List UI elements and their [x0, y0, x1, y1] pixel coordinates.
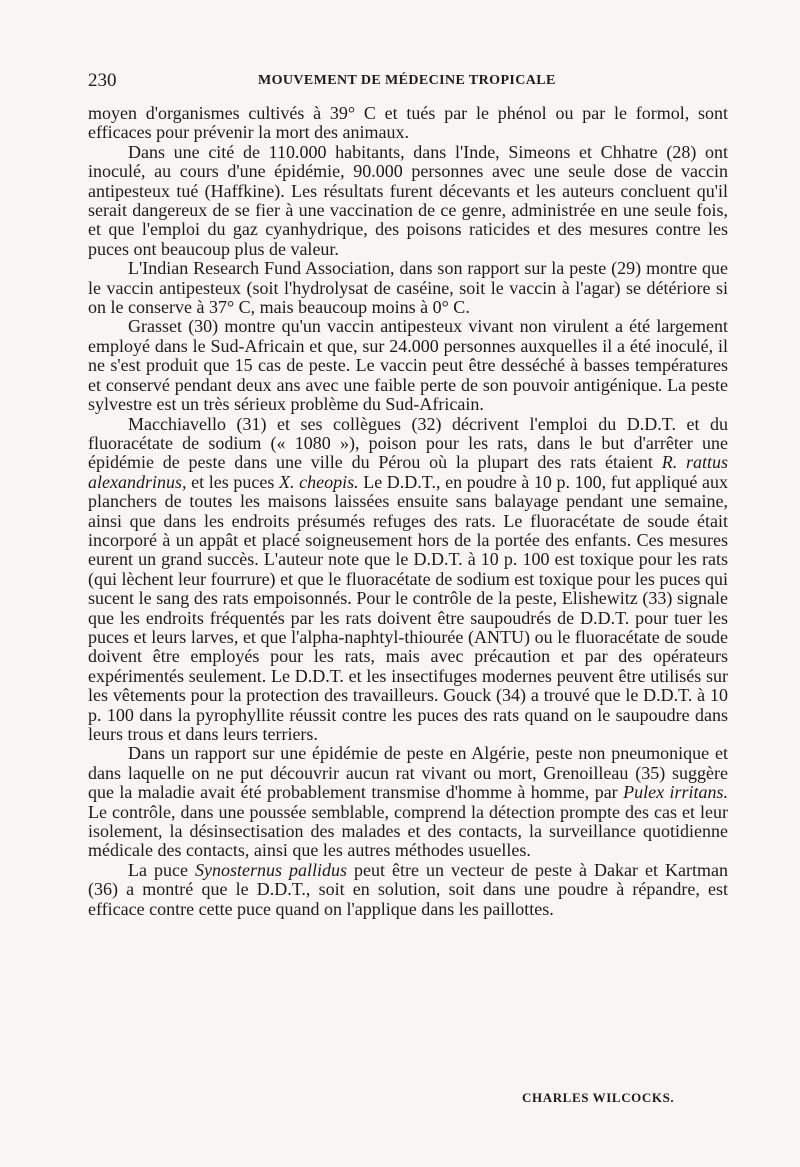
- species-name: Synosternus pallidus: [195, 859, 348, 880]
- paragraph-5: [88, 415, 728, 745]
- paragraph-text: Le D.D.T., en poudre à 10 p. 100, fut appliqué aux planchers de toutes les maisons laissées ensuite sans balayage pendant une semaine, ainsi que dans les endroits présumés refuges des rats. Le fluoracétate de soude était incorporé à un appât et placé soigneusement hors de la portée des enfants. Ces mesures eurent un grand succès. L'auteur note que le D.D.T. à 10 p. 100 est toxique pour les rats (qui lèchent leur fourrure) et que le fluoracétate de sodium est toxique pour les puces qui sucent le sang des rats empoisonnés. Pour le contrôle de la peste, Elishewitz (33) signale que les endroits fréquentés par les rats doivent être saupoudrés de D.D.T. pour tuer les puces et leurs larves, et que l'alpha-naphtyl-thiourée (ANTU) ou le fluoracétate de soude doivent être employés pour les rats, mais avec précaution et par des opérateurs expérimentés seulement. Le D.D.T. et les insectifuges modernes peuvent être utilisés sur les vêtements pour la protection des travailleurs. Gouck (34) a trouvé que le D.D.T. à 10 p. 100 dans la pyrophyllite réussit contre les puces des rats quand on le saupoudre dans leurs trous et dans leurs terriers.: [88, 471, 728, 744]
- paragraph-2: [88, 143, 728, 259]
- paragraph-text: peut être un vecteur de peste à Dakar et Kartman (36) a montré que le D.D.T., soit en solution, soit dans une poudre à répandre, est efficace contre cette puce quand on l'applique dans les paillottes.: [88, 859, 729, 919]
- page-header: [88, 70, 728, 96]
- paragraph-text: Le contrôle, dans une poussée semblable, comprend la détection prompte des cas et leur isolement, la désinsectisation des malades et des contacts, la surveillance quotidienne médicale des contacts, ainsi que les autres méthodes usuelles.: [88, 801, 728, 861]
- paragraph-text: et les puces: [186, 471, 279, 492]
- paragraph-text: Dans un rapport sur une épidémie de peste en Algérie, peste non pneumonique et dans laquelle on ne put découvrir aucun rat vivant ou mort, Grenoilleau (35) suggère que la maladie avait été probablement transmise d'homme à homme, par: [88, 743, 728, 803]
- author-signature: CHARLES WILCOCKS.: [522, 1090, 675, 1105]
- paragraph-text: Macchiavello (31) et ses collègues (32) décrivent l'emploi du D.D.T. et du fluoracétate de sodium (« 1080 »), poison pour les rats, dans le but d'arrêter une épidémie de peste dans une ville du Pérou où la plupart des rats étaient: [88, 413, 728, 473]
- paragraph-7: [88, 861, 728, 919]
- page-number: 230: [88, 70, 117, 91]
- species-name: R. rattus alexandrinus,: [88, 452, 729, 492]
- paragraph-4: [88, 317, 728, 414]
- paragraph-text: L'Indian Research Fund Association, dans son rapport sur la peste (29) montre que le vaccin antipesteux (soit l'hydrolysat de caséine, soit le vaccin à l'agar) se détériore si on le conserve à 37° C, mais beaucoup moins à 0° C.: [88, 258, 728, 318]
- paragraph-6: [88, 744, 728, 860]
- species-name: Pulex irritans.: [623, 782, 728, 803]
- paragraph-text: moyen d'organismes cultivés à 39° C et tués par le phénol ou par le formol, sont efficaces pour prévenir la mort des animaux.: [88, 103, 728, 143]
- paragraph-3: [88, 259, 728, 317]
- article-body: [88, 104, 728, 919]
- paragraph-text: Dans une cité de 110.000 habitants, dans l'Inde, Simeons et Chhatre (28) ont inoculé, au cours d'une épidémie, 90.000 personnes avec une seule dose de vaccin antipesteux tué (Haffkine). Les résultats furent décevants et les auteurs concluent qu'il serait dangereux de se fier à une vaccination de ce genre, administrée en une seule fois, et que l'emploi du gaz cyanhydrique, des poisons raticides et des mesures contre les puces ont beaucoup plus de valeur.: [88, 141, 728, 259]
- paragraph-text: Grasset (30) montre qu'un vaccin antipesteux vivant non virulent a été largement employé dans le Sud-Africain et que, sur 24.000 personnes auxquelles il a été inoculé, il ne s'est produit que 15 cas de peste. Le vaccin peut être desséché à basses températures et conservé pendant deux ans avec une faible perte de son pouvoir antigénique. La peste sylvestre est un très sérieux problème du Sud-Africain.: [88, 316, 728, 415]
- paragraph-1: [88, 104, 728, 143]
- paragraph-text: La puce: [128, 859, 195, 880]
- running-title: MOUVEMENT DE MÉDECINE TROPICALE: [258, 73, 556, 88]
- species-name: X. cheopis.: [278, 471, 359, 492]
